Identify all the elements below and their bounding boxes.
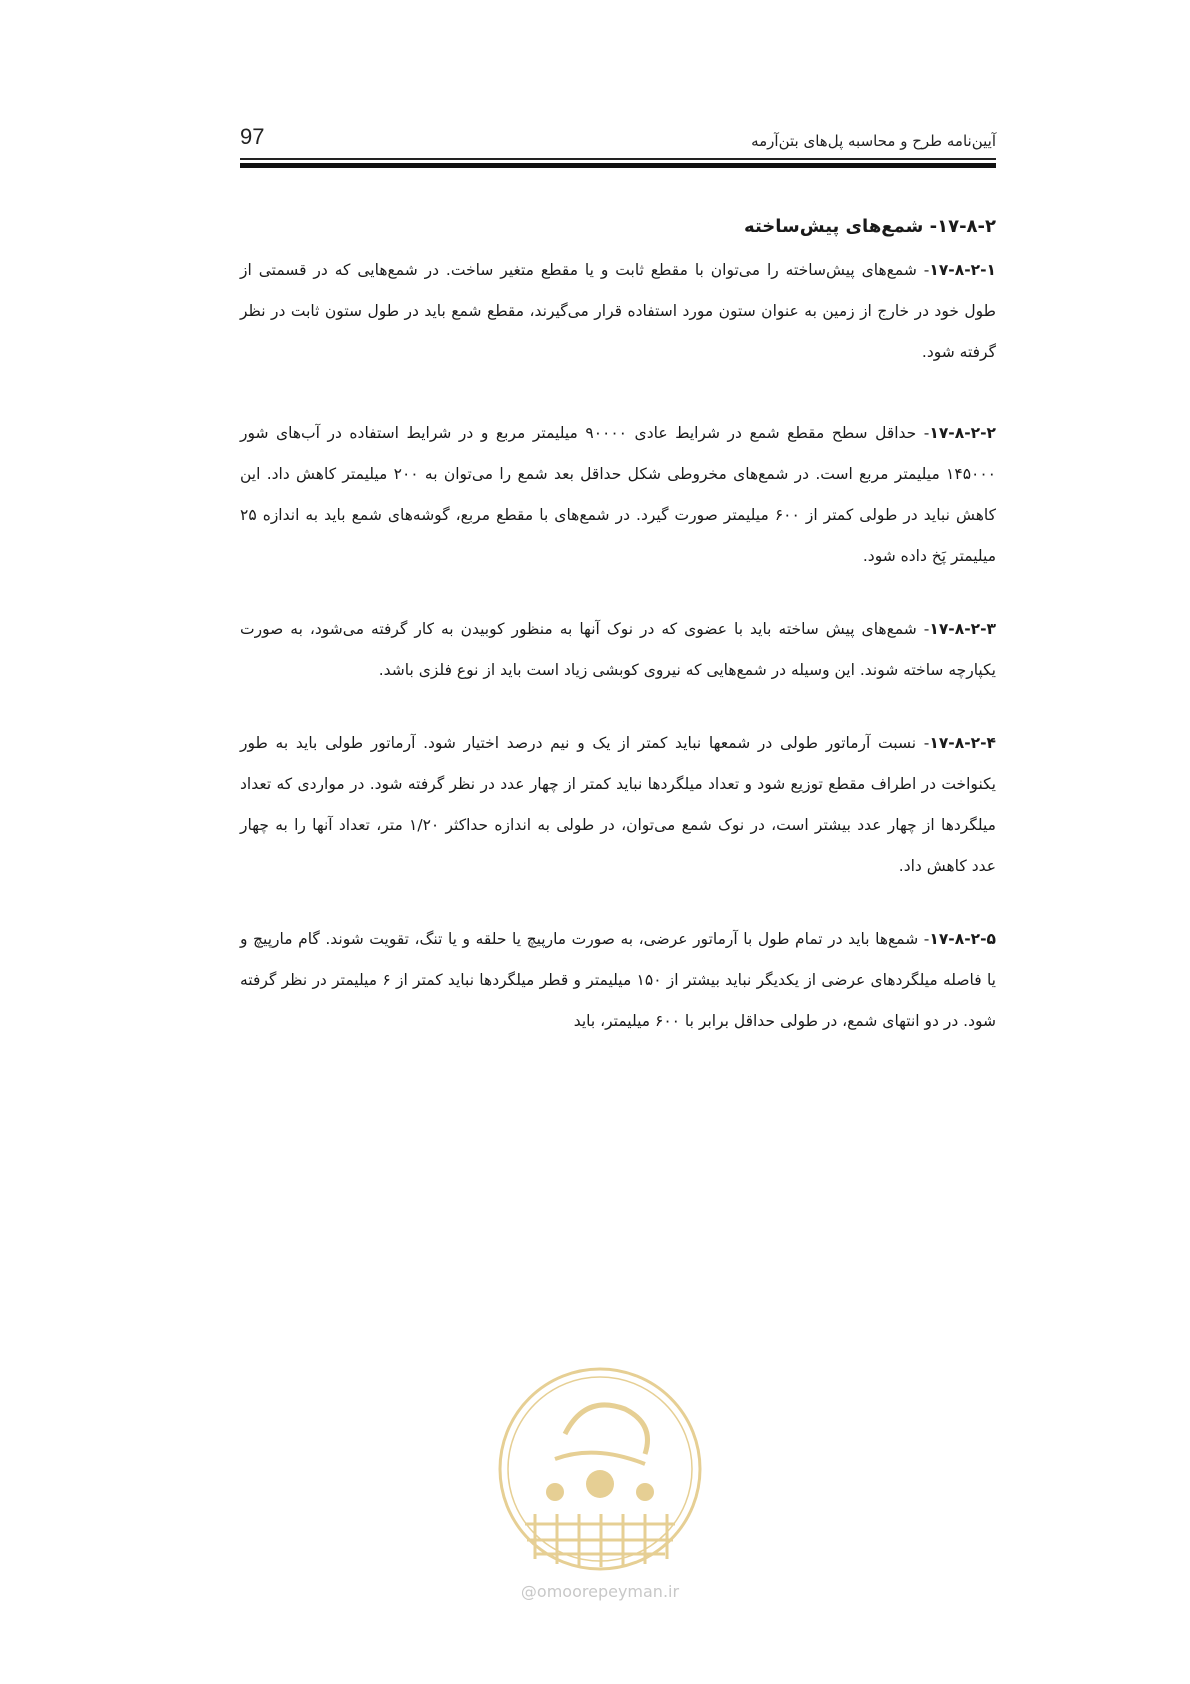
page-number: 97 bbox=[240, 124, 265, 149]
header-rule-thin bbox=[240, 158, 996, 160]
paragraph-text: - شمع‌های پیش ساخته باید با عضوی که در نوک آنها به منظور کوبیدن به کار گرفته می‌شود، به صورت یکپارچه ساخته شوند. این وسیله در شمع‌هایی که نیروی کوبشی زیاد است باید از نوع فلزی باشد. bbox=[240, 620, 996, 679]
section-heading: ۱۷-۸-۲- شمع‌های پیش‌ساخته bbox=[744, 216, 996, 237]
paragraph-1 bbox=[240, 250, 996, 373]
paragraph-number: ۱۷-۸-۲-۱ bbox=[929, 261, 996, 279]
paragraph-number: ۱۷-۸-۲-۳ bbox=[929, 620, 996, 638]
paragraph-text: - نسبت آرماتور طولی در شمعها نباید کمتر از یک و نیم درصد اختیار شود. آرماتور طولی باید به طور یکنواخت در اطراف مقطع توزیع شود و تعداد میلگردها نباید کمتر از چهار عدد در نظر گرفته شود. در مواردی که تعداد میلگردها از چهار عدد بیشتر است، در نوک شمع می‌توان، در طولی به اندازه حداکثر ۱/۲۰ متر، تعداد آنها را به چهار عدد کاهش داد. bbox=[240, 734, 996, 875]
paragraph-text: - شمع‌های پیش‌ساخته را می‌توان با مقطع ثابت و یا مقطع متغیر ساخت. در شمع‌هایی که در قسمتی از طول خود در خارج از زمین به عنوان ستون مورد استفاده قرار می‌گیرند، مقطع شمع باید در طول ستون ثابت در نظر گرفته شود. bbox=[240, 261, 996, 361]
watermark-logo-icon bbox=[495, 1364, 705, 1574]
paragraph-number: ۱۷-۸-۲-۲ bbox=[929, 424, 996, 442]
paragraph-number: ۱۷-۸-۲-۴ bbox=[929, 734, 996, 752]
paragraph-number: ۱۷-۸-۲-۵ bbox=[929, 930, 996, 948]
paragraph-text: - حداقل سطح مقطع شمع در شرایط عادی ۹۰۰۰۰ میلیمتر مربع و در شرایط استفاده در آب‌های شور ۱۴۵۰۰۰ میلیمتر مربع است. در شمع‌های مخروطی شکل حداقل بعد شمع را می‌توان به ۲۰۰ میلیمتر کاهش داد. این کاهش نباید در طولی کمتر از ۶۰۰ میلیمتر صورت گیرد. در شمع‌های با مقطع مربع، گوشه‌های شمع باید به اندازه ۲۵ میلیمتر پَخ داده شود. bbox=[240, 424, 996, 565]
paragraph-3 bbox=[240, 609, 996, 691]
header-rule-thick bbox=[240, 163, 996, 168]
watermark-url: @omoorepeyman.ir bbox=[520, 1582, 680, 1601]
paragraph-4 bbox=[240, 723, 996, 887]
running-title: آیین‌نامه طرح و محاسبه پل‌های بتن‌آرمه bbox=[751, 132, 996, 150]
paragraph-2 bbox=[240, 413, 996, 577]
paragraph-text: - شمع‌ها باید در تمام طول با آرماتور عرضی، به صورت مارپیچ یا حلقه و یا تنگ، تقویت شوند. گام مارپیچ و یا فاصله میلگردهای عرضی از یکدیگر نباید بیشتر از ۱۵۰ میلیمتر و قطر میلگردها نباید کمتر از ۶ میلیمتر در نظر گرفته شود. در دو انتهای شمع، در طولی حداقل برابر با ۶۰۰ میلیمتر، باید bbox=[240, 930, 996, 1030]
main-content bbox=[240, 212, 996, 1074]
paragraph-5 bbox=[240, 919, 996, 1042]
